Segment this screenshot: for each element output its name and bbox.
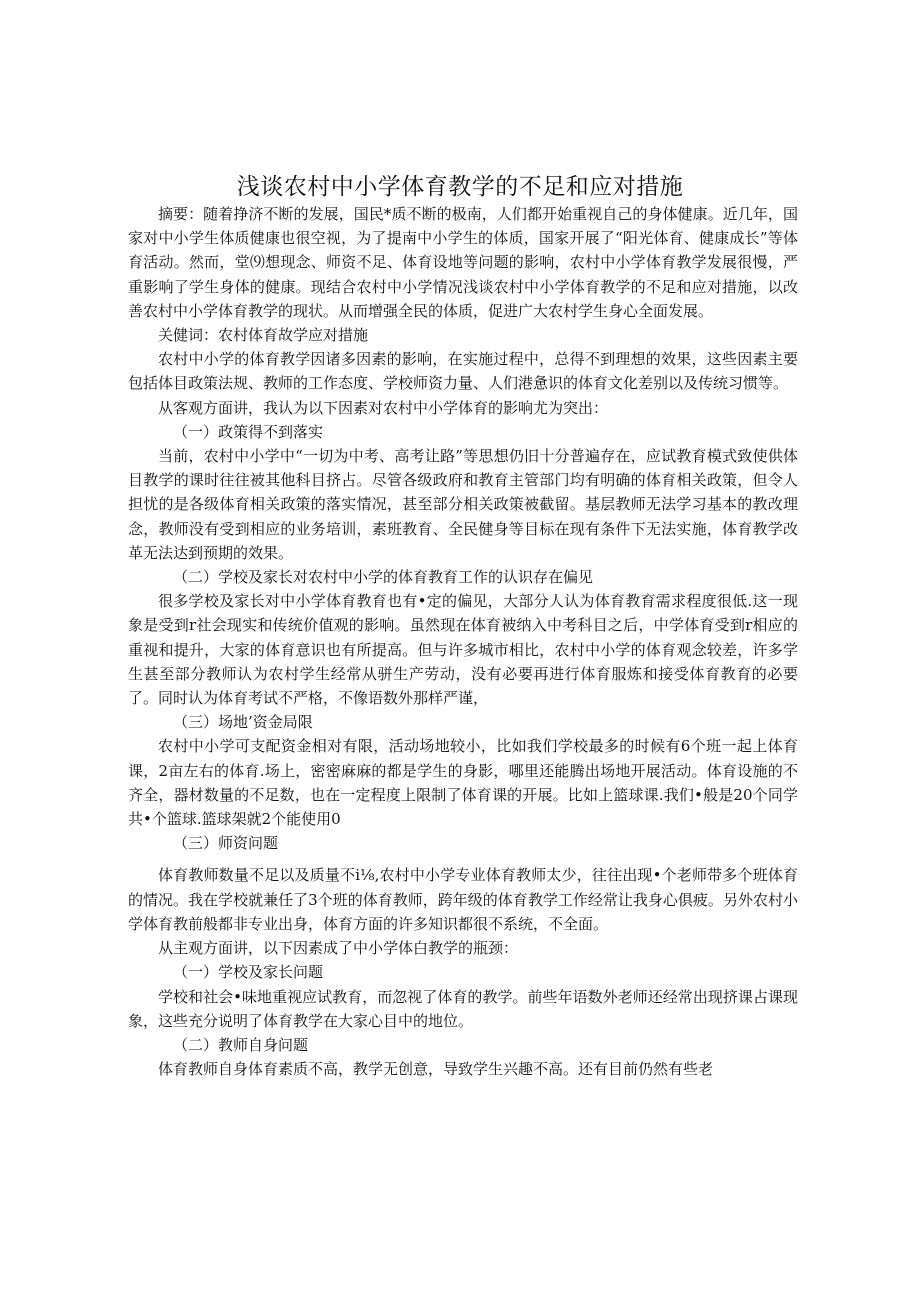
facilities-paragraph: 农村中小学可支配资金相对有限，活动场地较小，比如我们学校最多的时候有6个班一起上体育课，2亩左右的体育.场上，密密麻麻的都是学生的身影，哪里还能腾出场地开展活动。体育设施的不齐全，器材数量的不足数，也在一定程度上限制了体育课的开展。比如上篮球课.我们•般是20个同学共•个篮球.篮球架就2个能使用0 (128, 737, 798, 829)
section-heading-teacher-self: （二）教师自身问题 (173, 1035, 309, 1054)
document-title: 浅谈农村中小学体育教学的不足和应对措施 (236, 174, 684, 200)
objective-aspects-paragraph: 从客观方面讲，我认为以下因素对农村中小学体育的影响尤为突出： (158, 398, 609, 417)
section-heading-facilities: （三）场地’资金局限 (173, 713, 313, 732)
subjective-aspects-paragraph: 从主观方面讲，以下因素成了中小学体白教学的瓶颈： (158, 939, 519, 958)
section-heading-school-parents: （一）学校及家长问题 (173, 963, 324, 982)
teacher-self-paragraph: 体育教师自身体育素质不高，教学无创意，导致学生兴趣不高。还有目前仍然有些老 (158, 1060, 714, 1079)
section-heading-policy: （一）政策得不到落实 (173, 422, 324, 441)
section-heading-bias: （二）学校及家长对农村中小学的体育教育工作的认识存在偏见 (173, 568, 594, 587)
school-parents-paragraph: 学校和社会•味地重视应试教育，而忽视了体育的教学。前些年语数外老师还经常出现挤课占课现象，这些充分说明了体育教学在大家心目中的地位。 (128, 987, 798, 1030)
document-body (128, 202, 798, 1081)
keywords-paragraph: 关健词：农村体育故学应对措施 (158, 326, 369, 345)
bias-paragraph: 很多学校及家长对中小学体育教育也有•定的偏见，大部分人认为体育教育需求程度很低.这一现象是受到r社会现实和传统价值观的影响。虽然现在体育被纳入中考科目之后，中学体育受到r相应的重视和提升，大家的体育意识也有所提高。但与许多城市相比，农村中小学的体育观念较差，许多学生甚至部分教师认为农村学生经常从骈生产劳动，没有必要再进行体育服炼和接受体育教育的必要了。同时认为体育考试不严格，不像语数外那样严谨， (128, 592, 798, 708)
abstract-paragraph: 摘要：随着挣济不断的发展，国民*质不断的极南，人们都开始重视自己的身体健康。近几年，国家对中小学生体质健康也很空视，为了提南中小学生的体质，国家开展了“阳光体育、健康成长”等体育活动。然而，堂⑼想现念、师资不足、体育设地等问题的影响，农村中小学体育教学发展很慢，严重影响了学生身体的健康。现结合农村中小学情况浅谈农村中小学体育教学的不足和应对措施，以改善农村中小学体育教学的现状。从而增强全民的体质，促进广大农村学生身心全面发展。 (128, 205, 798, 320)
section-heading-teachers: （三）师资问题 (173, 834, 279, 853)
intro-paragraph: 农村中小学的体育教学因诸多因素的影响，在实施过程中，总得不到理想的效果，这些因素主要包括体目政策法规、教师的工作态度、学校师资力量、人们港惫识的体育文化差别以及传统习惯等。 (128, 350, 798, 393)
teachers-paragraph: 体育教师数量不足以及质量不i⅛,农村中小学专业体育教师太少，往往出现•个老师带多个班体育的情况。我在学校就兼任了3个班的体育教师，跨年级的体育教学工作经常让我身心俱疲。另外农村小学体育教前般都非专业出身，体育方面的许多知识都很不系统，不全面。 (128, 866, 798, 933)
policy-paragraph: 当前，农村中小学中“一切为中考、高考让路”等思想仍旧十分普遍存在，应试教育模式致使供体目教学的课时往往被其他科目挤占。尽管各级政府和教育主管部门均有明确的体育相关政策，但令人担忧的是各级体育相关政策的落实情况，甚至部分相关政策被截留。基层教师无法学习基本的教改理念，教师没有受到相应的业务培训，素班教育、全民健身等目标在现有条件下无法实施，体育教学改革无法达到预期的效果。 (128, 447, 798, 562)
